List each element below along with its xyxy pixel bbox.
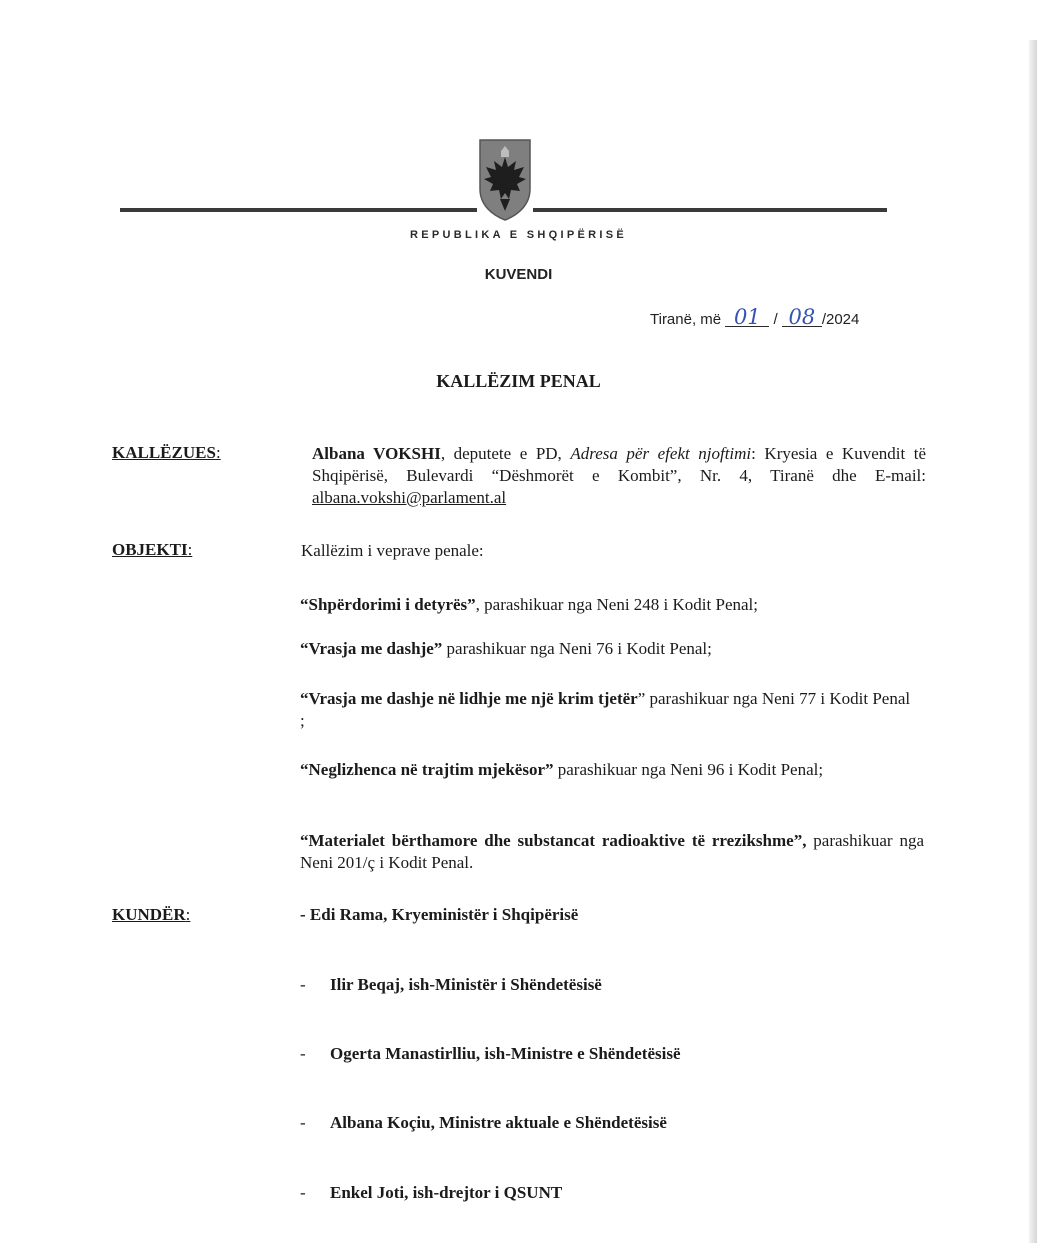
offense-item: “Materialet bërthamore dhe substancat radioaktive të rrezikshme”, parashikuar nga Neni 201/ç i Kodit Penal.	[300, 831, 924, 872]
date-month-handwritten: 08	[782, 308, 822, 327]
accused-person: - Edi Rama, Kryeministër i Shqipërisë	[300, 905, 579, 924]
document-title: KALLËZIM PENAL	[436, 371, 601, 391]
offense-item: “Vrasja me dashje” parashikuar nga Neni 76 i Kodit Penal;	[300, 639, 712, 658]
accused-person: - Enkel Joti, ish-drejtor i QSUNT	[300, 1183, 563, 1202]
complainant-email: albana.vokshi@parlament.al	[312, 488, 507, 507]
object-intro: Kallëzim i veprave penale:	[301, 541, 484, 560]
coat-of-arms-icon	[476, 137, 534, 221]
date-year: 2024	[826, 311, 860, 328]
date-prefix: Tiranë, më	[650, 311, 722, 328]
accused-person: - Ogerta Manastirlliu, ish-Ministre e Shëndetësisë	[300, 1044, 681, 1063]
complainant-name: Albana VOKSHI	[312, 444, 441, 463]
header-rule-left	[120, 208, 477, 212]
complainant-details: Albana VOKSHI, deputete e PD, Adresa për efekt njoftimi: Kryesia e Kuvendit të Shqipërisë, Bulevardi “Dëshmorët e Kombit”, Nr. 4, Tiranë dhe E-mail: albana.vokshi@parlament.al	[312, 444, 926, 507]
assembly-name: KUVENDI	[484, 266, 553, 283]
complainant-label: KALLËZUES:	[112, 443, 221, 462]
scan-edge-shadow	[1029, 40, 1037, 1243]
date-day-handwritten: 01	[725, 308, 769, 327]
object-label: OBJEKTI:	[112, 540, 193, 559]
offense-item: “Neglizhenca në trajtim mjekësor” parashikuar nga Neni 96 i Kodit Penal;	[300, 760, 824, 779]
offense-item: “Vrasja me dashje në lidhje me një krim tjetër” parashikuar nga Neni 77 i Kodit Penal ;	[300, 689, 911, 730]
header-rule-right	[533, 208, 887, 212]
accused-person: - Ilir Beqaj, ish-Ministër i Shëndetësisë	[300, 975, 602, 994]
date-separator-1: /	[773, 311, 778, 328]
offense-item: “Shpërdorimi i detyrës”, parashikuar nga Neni 248 i Kodit Penal;	[300, 595, 758, 614]
republic-name: REPUBLIKA E SHQIPËRISË	[409, 229, 628, 241]
accused-person: - Albana Koçiu, Ministre aktuale e Shëndetësisë	[300, 1113, 667, 1132]
date-line	[650, 305, 860, 329]
address-label: Adresa për efekt njoftimi	[570, 444, 752, 463]
against-label: KUNDËR:	[112, 905, 191, 924]
date-separator-2: /	[821, 311, 826, 328]
